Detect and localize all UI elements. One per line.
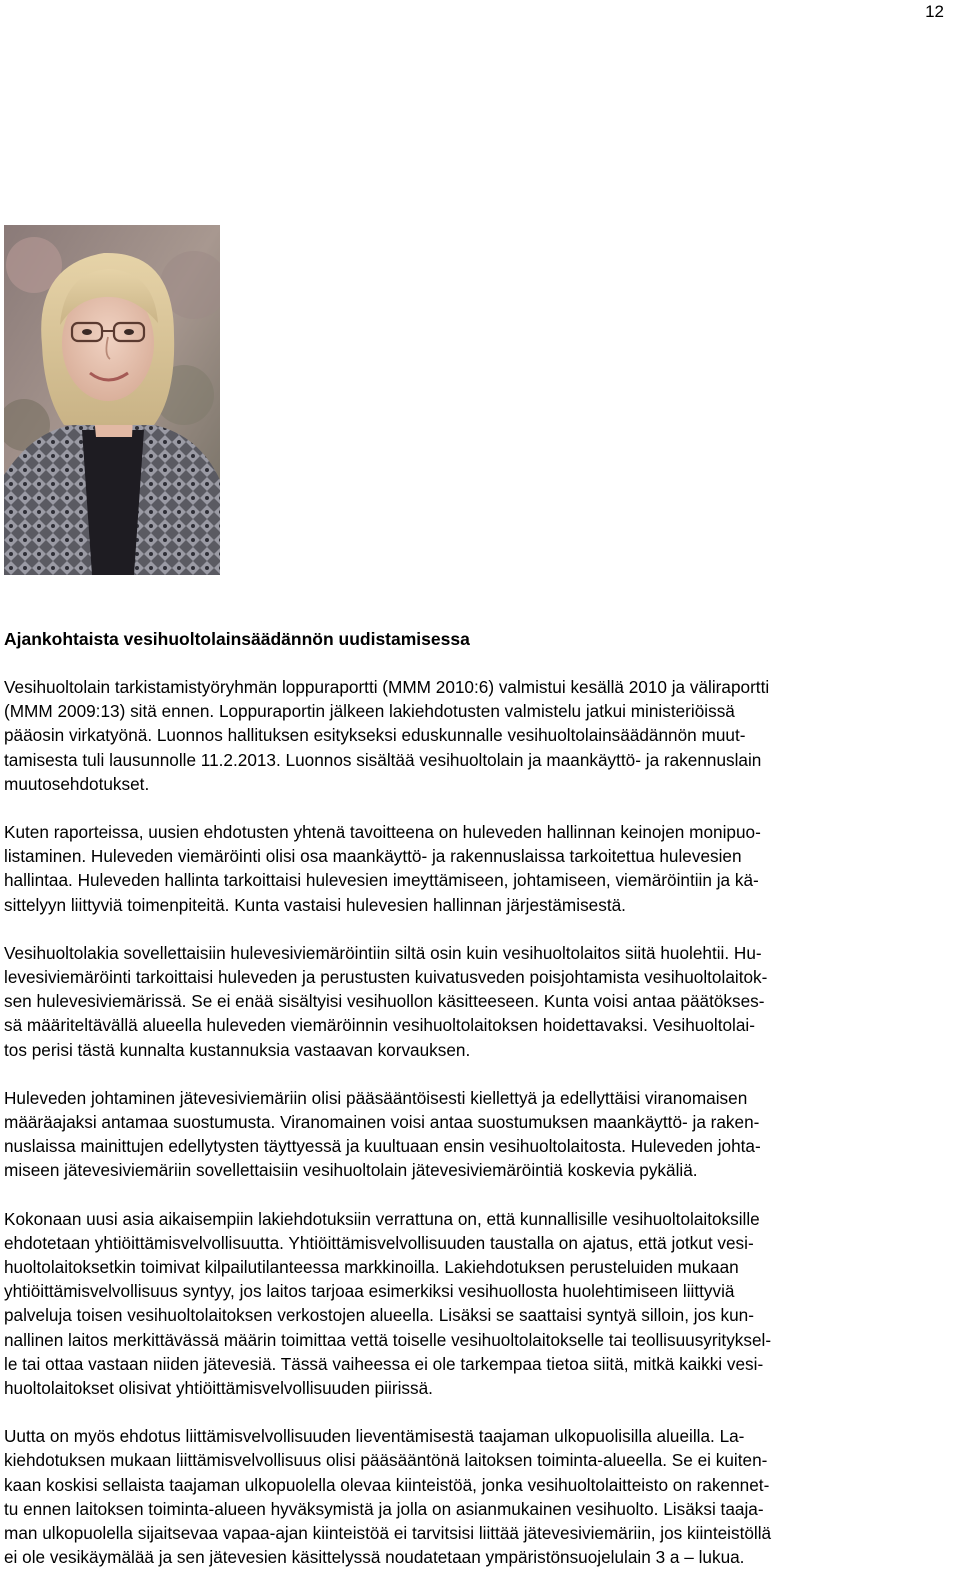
paragraph-4: Huleveden johtaminen jätevesiviemäriin olisi pääsääntöisesti kiellettyä ja edellyttäisi viranomaisen määräajaksi antamaa suostumusta. Viranomainen voisi antaa suostumuksen maankäyttö- ja raken- nuslaissa mainittujen edellytysten täyttyessä ja kuultuaan ensin vesihuoltolaitosta. Huleveden johta- miseen jätevesiviemäriin sovellettaisiin vesihuoltolain jätevesiviemäröintiä koskevia pykäliä.: [4, 1087, 761, 1181]
article-heading: Ajankohtaista vesihuoltolainsäädännön uudistamisessa: [4, 629, 470, 649]
paragraph-3: Vesihuoltolakia sovellettaisiin hulevesiviemäröintiin siltä osin kuin vesihuoltolaitos siitä huolehtii. Hu- levesiviemäröinti tarkoittaisi huleveden ja perustusten kuivatusveden poisjohtamista vesihuoltolaitok- sen hulevesiviemärissä. Se ei enää sisältyisi vesihuollon käsitteeseen. Kunta voisi antaa päätökses- sä määriteltävällä alueella huleveden viemäröinnin vesihuoltolaitoksen hoidettavaksi. Vesihuoltolai- tos perisi tästä kunnalta kustannuksia vastaavan korvauksen.: [4, 942, 768, 1060]
paragraph-5: Kokonaan uusi asia aikaisempiin lakiehdotuksiin verrattuna on, että kunnallisille vesihuoltolaitoksille ehdotetaan yhtiöittämisvelvollisuutta. Yhtiöittämisvelvollisuuden taustalla on ajatus, että jotkut vesi- huoltolaitoksetkin toimivat kilpailutilanteessa markkinoilla. Lakiehdotuksen perusteluiden mukaan yhtiöittämisvelvollisuus syntyy, jos laitos tarjoaa esimerkiksi vesihuollosta huolehtimiseen liittyviä palveluja toisen vesihuoltolaitoksen verkostojen alueella. Lisäksi se saattaisi syntyä silloin, jos kun- nallinen laitos merkittävässä määrin toimittaa vettä toiselle vesihuoltolaitokselle tai teollisuusyrityksel- le tai ottaa vastaan niiden jätevesiä. Tässä vaiheessa ei ole tarkempaa tietoa siitä, mitkä kaikki vesi- huoltolaitokset olisivat yhtiöittämisvelvollisuuden piirissä.: [4, 1208, 772, 1399]
portrait-photo: [4, 225, 220, 575]
paragraph-2: Kuten raporteissa, uusien ehdotusten yhtenä tavoitteena on huleveden hallinnan keinojen monipuo- listaminen. Huleveden viemäröinti olisi osa maankäyttö- ja rakennuslaissa tarkoitettua hulevesien hallintaa. Huleveden hallinta tarkoittaisi hulevesien imeyttämiseen, johtamiseen, viemäröintiin ja kä- sittelyyn liittyviä toimenpiteitä. Kunta vastaisi hulevesien hallinnan järjestämisestä.: [4, 822, 761, 915]
paragraph-1: Vesihuoltolain tarkistamistyöryhmän loppuraportti (MMM 2010:6) valmistui kesällä 2010 ja väliraportti (MMM 2009:13) sitä ennen. Loppuraportin jälkeen lakiehdotusten valmistelu jatkui ministeriöissä pääosin virkatyönä. Luonnos hallituksen esitykseksi eduskunnalle vesihuoltolainsäädännön muut- tamisesta tuli lausunnolle 11.2.2013. Luonnos sisältää vesihuoltolain ja maankäyttö- ja rakennuslain muutosehdotukset.: [4, 677, 770, 794]
page-number: 12: [925, 2, 944, 21]
portrait-photo-icon: [4, 225, 220, 575]
paragraph-6: Uutta on myös ehdotus liittämisvelvollisuuden lieventämisestä taajaman ulkopuolisilla alueilla. La- kiehdotuksen mukaan liittämisvelvollisuus olisi pääsääntönä laitoksen toiminta-alueella. Se ei kuiten- kaan koskisi sellaista taajaman ulkopuolella olevaa kiinteistöä, jonka vesihuoltolaitteisto on rakennet- tu ennen laitoksen toiminta-alueen hyväksymistä ja jolla on asianmukainen vesihuolto. Lisäksi taaja- man ulkopuolella sijaitsevaa vapaa-ajan kiinteistöä ei tarvitsisi liittää jätevesiviemäriin, jos kiinteistöllä ei ole vesikäymälää ja sen jätevesien käsittelyssä noudatetaan ympäristönsuojelulain 3 a – lukua.: [4, 1426, 772, 1568]
article: [4, 627, 944, 1570]
